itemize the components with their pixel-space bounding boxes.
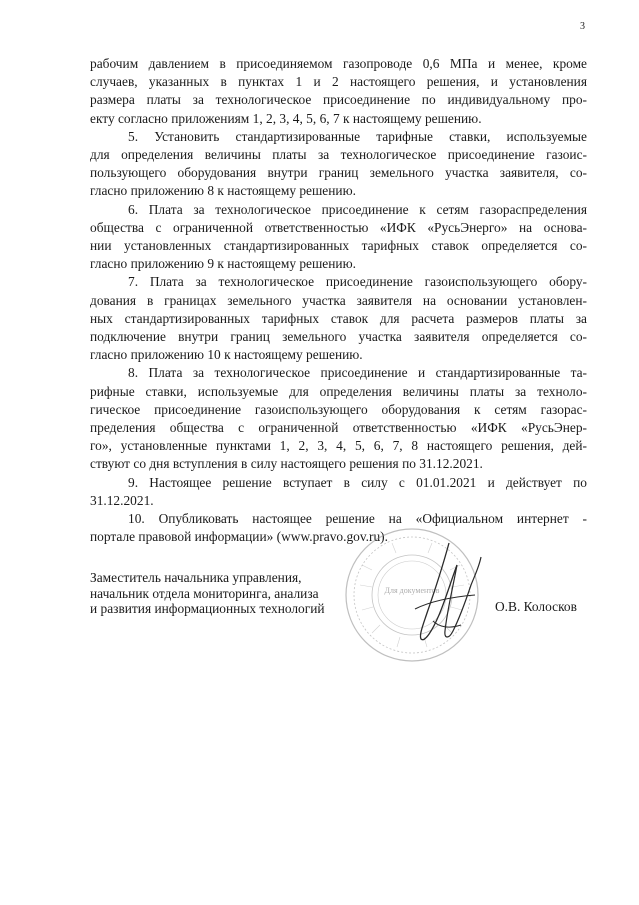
- signatory-name: О.В. Колосков: [495, 599, 577, 614]
- text-line: для определения величины платы за технологическое присоединение газоис-: [90, 147, 587, 163]
- text-line: екту согласно приложениям 1, 2, 3, 4, 5, 6, 7 к настоящему решению.: [90, 110, 482, 126]
- text-line: 31.12.2021.: [90, 492, 154, 508]
- text-line: дования в границах земельного участка заявителя на основании установлен-: [90, 292, 587, 308]
- paragraph-continuation: [90, 55, 587, 128]
- text-line: рифные ставки, используемые для определения величины платы за техноло-: [90, 383, 587, 399]
- text-line: пределения общества с ограниченной ответственностью «ИФК «РусьЭнер-: [90, 420, 587, 436]
- text-line: 5. Установить стандартизированные тарифные ставки, используемые: [128, 128, 587, 144]
- text-line: пользующего оборудования внутри границ земельного участка заявителя, со-: [90, 165, 587, 181]
- paragraph-item-6: [90, 201, 587, 274]
- signatory-title-line: Заместитель начальника управления,: [90, 570, 302, 585]
- text-line: го», установленные пунктами 1, 2, 3, 4, 5, 6, 7, 8 настоящего решения, дей-: [90, 438, 587, 454]
- text-line: 8. Плата за технологическое присоединение и стандартизированные та-: [128, 365, 587, 381]
- text-line: ных стандартизированных тарифных ставок для расчета размеров платы за: [90, 310, 587, 326]
- signatory-title-line: начальник отдела мониторинга, анализа: [90, 585, 319, 601]
- paragraph-item-9: [90, 474, 587, 510]
- signature-block: [90, 570, 590, 670]
- text-line: ствуют со дня вступления в силу настоящего решения по 31.12.2021.: [90, 456, 483, 472]
- text-line: случаев, указанных в пунктах 1 и 2 настоящего решения, и установления: [90, 74, 587, 90]
- signatory-title-line: и развития информационных технологий: [90, 601, 325, 616]
- text-line: 10. Опубликовать настоящее решение на «Официальном интернет -: [128, 511, 587, 527]
- text-line: рабочим давлением в присоединяемом газопроводе 0,6 МПа и менее, кроме: [90, 56, 587, 71]
- paragraph-item-10: [90, 510, 587, 546]
- text-line: гласно приложению 8 к настоящему решению.: [90, 183, 356, 199]
- text-line: размера платы за технологическое присоединение по индивидуальному про-: [90, 92, 587, 108]
- paragraph-item-7: [90, 273, 587, 364]
- text-line: гласно приложению 10 к настоящему решению.: [90, 347, 363, 363]
- text-line: 6. Плата за технологическое присоединение к сетям газораспределения: [128, 201, 587, 217]
- stamp-text: Для документов: [384, 586, 440, 595]
- paragraph-item-8: [90, 364, 587, 473]
- handwritten-signature: [405, 535, 485, 655]
- page-number: 3: [580, 21, 585, 32]
- text-line: портале правовой информации» (www.pravo.gov.ru).: [90, 529, 388, 545]
- text-line: общества с ограниченной ответственностью «ИФК «РусьЭнерго» на основа-: [90, 219, 587, 235]
- text-line: гласно приложению 9 к настоящему решению.: [90, 256, 356, 272]
- text-line: подключение внутри границ земельного участка заявителя определяется со-: [90, 329, 587, 345]
- document-body: [90, 55, 587, 546]
- text-line: нии установленных стандартизированных тарифных ставок определяется со-: [90, 238, 587, 254]
- text-line: гическое присоединение газоиспользующего оборудования к сетям газорас-: [90, 401, 587, 417]
- text-line: 9. Настоящее решение вступает в силу с 01.01.2021 и действует по: [128, 474, 587, 490]
- paragraph-item-5: [90, 128, 587, 201]
- signatory-title: [90, 570, 325, 617]
- text-line: 7. Плата за технологическое присоединение газоиспользующего обору-: [128, 274, 587, 290]
